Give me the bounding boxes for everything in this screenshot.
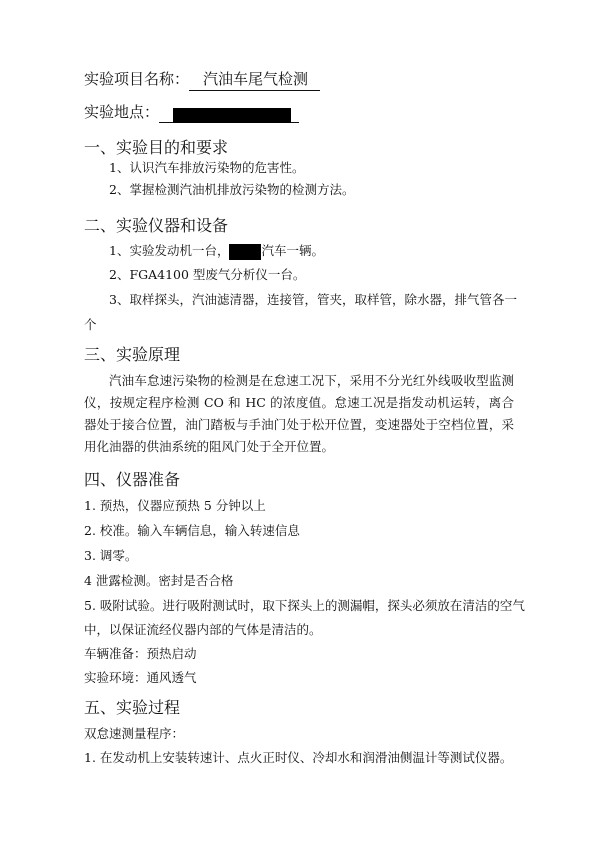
prep-item-1: 1. 预热，仪器应预热 5 分钟以上 bbox=[84, 498, 266, 513]
project-name-label: 实验项目名称： bbox=[84, 70, 190, 88]
section-title: 三、实验原理 bbox=[84, 345, 181, 364]
section-title: 五、实验过程 bbox=[84, 698, 181, 717]
equipment-item-1 bbox=[109, 242, 324, 260]
location-value-underline bbox=[159, 106, 299, 123]
prep-item-5-cont: 中，以保证流经仪器内部的气体是清洁的。 bbox=[84, 622, 322, 637]
vehicle-preparation: 车辆准备：预热启动 bbox=[84, 646, 197, 661]
section-title: 四、仪器准备 bbox=[84, 470, 181, 489]
location-label: 实验地点： bbox=[84, 103, 160, 121]
equipment-item-1-text-b: 汽车一辆。 bbox=[261, 243, 324, 258]
section-title: 一、实验目的和要求 bbox=[84, 138, 229, 157]
experiment-environment: 实验环境：通风透气 bbox=[84, 670, 197, 685]
purpose-item-2: 2、掌握检测汽油机排放污染物的检测方法。 bbox=[109, 182, 355, 197]
equipment-item-3-cont: 个 bbox=[84, 317, 97, 332]
prep-item-2: 2. 校准。输入车辆信息，输入转速信息 bbox=[84, 523, 300, 538]
equipment-item-1-text-a: 1、实验发动机一台， bbox=[109, 243, 230, 258]
project-name-row bbox=[84, 68, 320, 91]
purpose-item-1: 1、认识汽车排放污染物的危害性。 bbox=[109, 160, 305, 175]
prep-item-3: 3. 调零。 bbox=[84, 548, 138, 563]
equipment-item-3: 3、取样探头，汽油滤清器，连接管，管夹，取样管，除水器，排气管各一 bbox=[109, 292, 517, 307]
process-step-1: 1. 在发动机上安装转速计、点火正时仪、冷却水和润滑油侧温计等测试仪器。 bbox=[84, 750, 513, 765]
vehicle-redaction bbox=[229, 244, 261, 260]
principle-paragraph: 汽油车怠速污染物的检测是在怠速工况下，采用不分光红外线吸收型监测仪，按规定程序检测 CO 和 HC 的浓度值。怠速工况是指发动机运转，离合器处于接合位置，油门踏板与手油门处于松开位置，变速器处于空档位置，采用化油器的供油系统的阻风门处于全开位置。 bbox=[84, 373, 514, 454]
location-redaction bbox=[173, 108, 291, 123]
location-row bbox=[84, 101, 299, 122]
process-intro: 双怠速测量程序： bbox=[84, 726, 185, 741]
prep-item-5: 5. 吸附试验。进行吸附测试时，取下探头上的测漏帽，探头必须放在清洁的空气 bbox=[84, 598, 525, 613]
prep-item-4: 4 泄露检测。密封是否合格 bbox=[84, 573, 234, 588]
section-title: 二、实验仪器和设备 bbox=[84, 216, 229, 235]
equipment-item-2: 2、FGA4100 型废气分析仪一台。 bbox=[109, 267, 306, 282]
project-name-value: 汽油车尾气检测 bbox=[189, 68, 320, 91]
